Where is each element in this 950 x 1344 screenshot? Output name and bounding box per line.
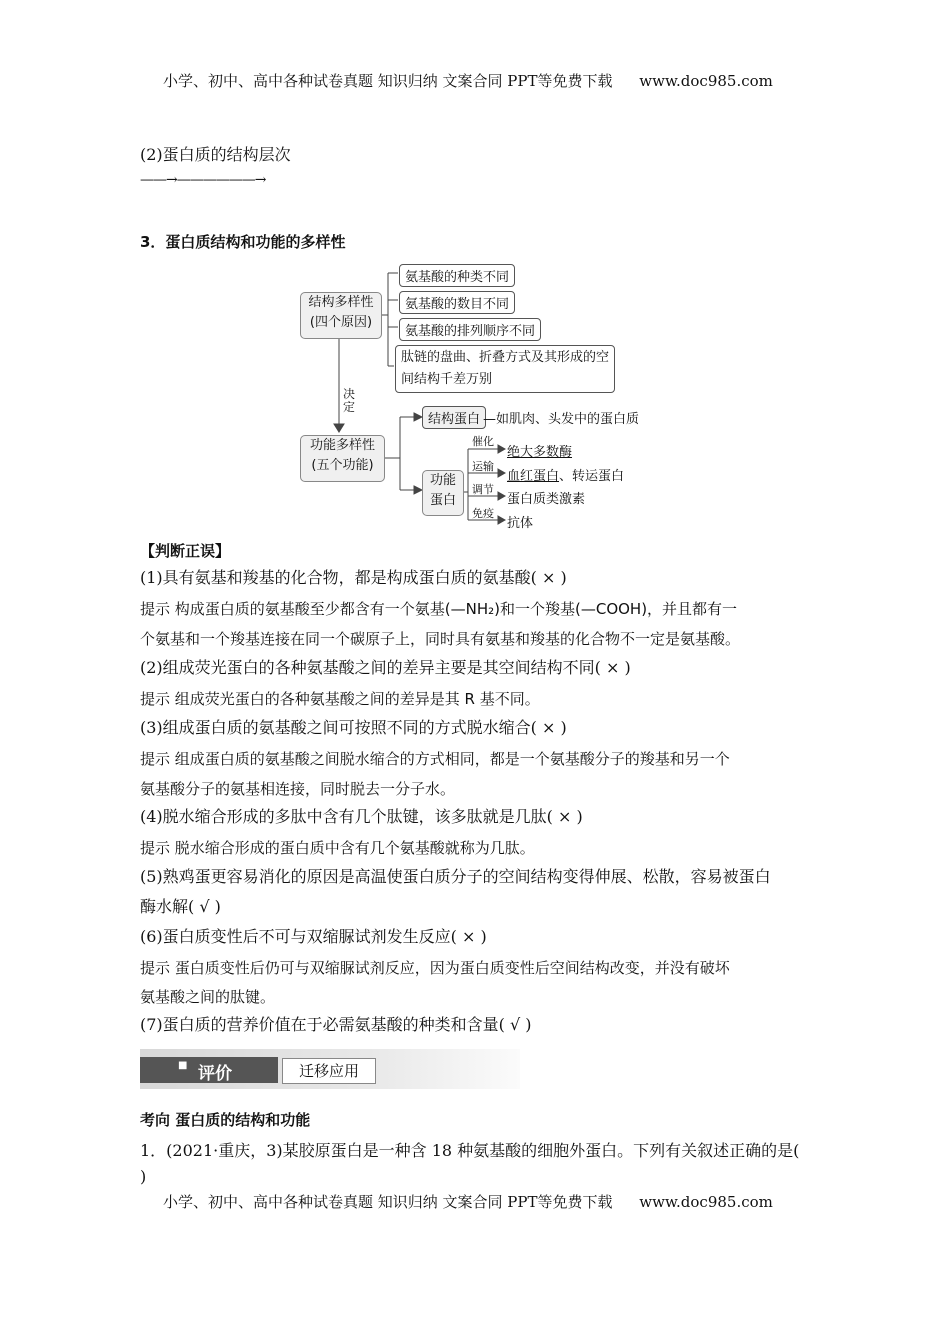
structure-diversity-box <box>300 292 382 339</box>
structural-protein-box: 结构蛋白 <box>422 406 486 429</box>
example-transport-rest: 、转运蛋白 <box>559 469 625 484</box>
reason-4-line2: 间结构千差万别 <box>401 372 493 387</box>
function-diversity-title: 功能多样性 <box>309 438 375 453</box>
function-diversity-sub: (五个功能) <box>311 458 374 473</box>
question1-line1: 1．(2021·重庆，3)某胶原蛋白是一种含 18 种氨基酸的细胞外蛋白。下列有关叙述正确的是( <box>140 1141 800 1160</box>
header-site: www.doc985.com <box>639 72 773 90</box>
header-text: 小学、初中、高中各种试卷真题 知识归纳 文案合同 PPT等免费下载 <box>163 72 613 90</box>
judge-q4: (4)脱水缩合形成的多肽中含有几个肽键，该多肽就是几肽( × ) <box>140 807 583 826</box>
example-hormone: 蛋白质类激素 <box>507 492 586 507</box>
function-regulation: 调节 <box>472 483 494 496</box>
judge-h6-line1: 提示 蛋白质变性后仍可与双缩脲试剂反应，因为蛋白质变性后空间结构改变，并没有破坏 <box>140 959 730 977</box>
example-antibody: 抗体 <box>507 516 534 531</box>
example-enzyme: 绝大多数酶 <box>507 445 573 460</box>
structure-level-arrows: ——→——————→ <box>140 172 266 188</box>
eval-label: 评价 <box>198 1064 232 1084</box>
decide-label: 决定 <box>343 387 356 414</box>
judge-h3-line2: 氨基酸分子的氨基相连接，同时脱去一分子水。 <box>140 780 456 798</box>
footer-text: 小学、初中、高中各种试卷真题 知识归纳 文案合同 PPT等免费下载 <box>163 1193 613 1211</box>
judge-q5-line2: 酶水解( √ ) <box>140 897 221 916</box>
judge-q5-line1: (5)熟鸡蛋更容易消化的原因是高温使蛋白质分子的空间结构变得伸展、松散，容易被蛋白 <box>140 867 771 886</box>
judge-h6-line2: 氨基酸之间的肽键。 <box>140 988 276 1006</box>
structure-diversity-title: 结构多样性 <box>308 295 374 310</box>
judge-q6: (6)蛋白质变性后不可与双缩脲试剂发生反应( × ) <box>140 927 487 946</box>
function-immunity: 免疫 <box>472 507 494 520</box>
functional-protein-line1: 功能 <box>429 473 456 488</box>
judge-q3: (3)组成蛋白质的氨基酸之间可按照不同的方式脱水缩合( × ) <box>140 718 567 737</box>
function-catalysis: 催化 <box>472 435 494 448</box>
footer-site: www.doc985.com <box>639 1193 773 1211</box>
judge-h1-line2: 个氨基和一个羧基连接在同一个碳原子上，同时具有氨基和羧基的化合物不一定是氨基酸。 <box>140 630 741 648</box>
section2-title: (2)蛋白质的结构层次 <box>140 145 291 164</box>
function-diversity-box <box>300 435 385 482</box>
reason-4-line1: 肽链的盘曲、折叠方式及其形成的空 <box>401 350 610 365</box>
judge-h1-line1: 提示 构成蛋白质的氨基酸至少都含有一个氨基(—NH₂)和一个羧基(—COOH)，并且都有一 <box>140 600 738 618</box>
functional-protein-line2: 蛋白 <box>429 493 456 508</box>
eval-banner <box>140 1049 520 1089</box>
reason-3: 氨基酸的排列顺序不同 <box>399 318 541 341</box>
example-hemoglobin: 血红蛋白 <box>507 469 560 484</box>
judge-h4: 提示 脱水缩合形成的蛋白质中含有几个氨基酸就称为几肽。 <box>140 839 535 857</box>
judge-q2: (2)组成荧光蛋白的各种氨基酸之间的差异主要是其空间结构不同( × ) <box>140 658 631 677</box>
judge-h2: 提示 组成荧光蛋白的各种氨基酸之间的差异是其 R 基不同。 <box>140 690 540 708</box>
eval-tab: 迁移应用 <box>282 1058 376 1084</box>
function-transport: 运输 <box>472 460 494 473</box>
kaoxiang-heading: 考向 蛋白质的结构和功能 <box>140 1111 311 1129</box>
section3-title: 3．蛋白质结构和功能的多样性 <box>140 233 346 251</box>
example-transport <box>507 465 624 484</box>
question1-line2: ) <box>140 1167 147 1186</box>
judge-h3-line1: 提示 组成蛋白质的氨基酸之间脱水缩合的方式相同，都是一个氨基酸分子的羧基和另一个 <box>140 750 730 768</box>
eval-marker: ■ <box>178 1060 188 1071</box>
page-footer <box>163 1191 773 1212</box>
reason-4 <box>395 345 615 393</box>
reason-1: 氨基酸的种类不同 <box>399 264 515 287</box>
structural-protein-example: —如肌肉、头发中的蛋白质 <box>483 412 640 427</box>
judge-heading: 【判断正误】 <box>140 542 231 560</box>
page-header <box>163 70 773 91</box>
functional-protein-box <box>422 470 464 516</box>
judge-q1: (1)具有氨基和羧基的化合物，都是构成蛋白质的氨基酸( × ) <box>140 568 567 587</box>
reason-2: 氨基酸的数目不同 <box>399 291 515 314</box>
judge-q7: (7)蛋白质的营养价值在于必需氨基酸的种类和含量( √ ) <box>140 1015 532 1034</box>
structure-diversity-sub: (四个原因) <box>309 315 373 330</box>
